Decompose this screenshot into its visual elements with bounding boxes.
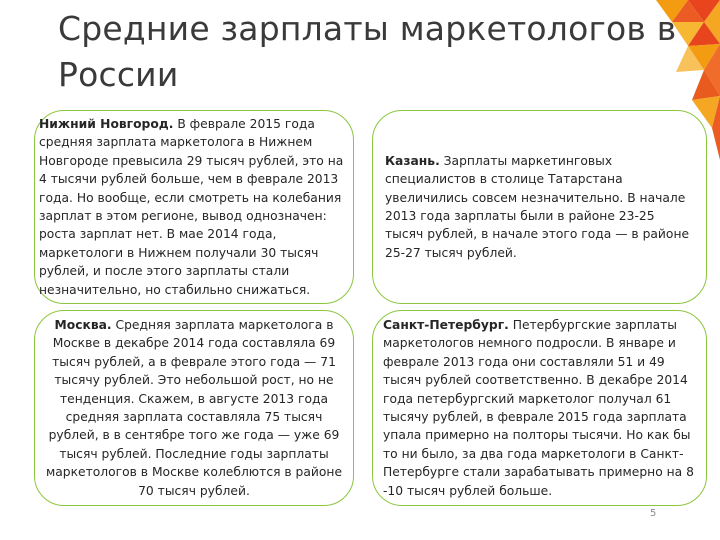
card-body: Петербургские зарплаты маркетологов немного подросли. В январе и феврале 2013 года они составляли 51 и 49 тысяч рублей соответственно. В декабре 2014 года петербургский маркетолог получал 61 тысячу рублей, в феврале 2015 года зарплата упала примерно на полторы тысячи. Но как бы то ни было, за два года маркетологи в Санкт-Петербурге стали зарабатывать примерно на 8 -10 тысяч рублей больше. — [383, 317, 694, 498]
card-body: В феврале 2015 года средняя зарплата маркетолога в Нижнем Новгороде превысила 29 тысяч рублей, это на 4 тысячи рублей больше, чем в феврале 2013 года. Но вообще, если смотреть на колебания зарплат в этом регионе, вывод однозначен: роста зарплат нет. В мае 2014 года, маркетологи в Нижнем получали 30 тысяч рублей, и после этого зарплаты стали незначительно, но стабильно снижаться. — [39, 116, 344, 297]
card-text — [39, 115, 347, 299]
slide-title: Средние зарплаты маркетологов в России — [58, 9, 677, 94]
card-text — [385, 152, 696, 262]
card-text — [43, 316, 345, 500]
card-moscow — [34, 310, 354, 506]
card-city: Казань. — [385, 153, 440, 168]
page-number: 5 — [650, 508, 657, 519]
card-city: Нижний Новгород. — [39, 116, 174, 131]
card-body: Средняя зарплата маркетолога в Москве в декабре 2014 года составляла 69 тысяч рублей, а в феврале этого года — 71 тысячу рублей. Это небольшой рост, но не тенденция. Скажем, в августе 2013 года средняя зарплата составляла 75 тысяч рублей, в в сентябре того же года — уже 69 тысяч рублей. Последние годы зарплаты маркетологов в Москве колеблются в районе 70 тысяч рублей. — [45, 317, 343, 498]
card-city: Москва. — [54, 317, 112, 332]
card-nizhny-novgorod — [34, 110, 354, 304]
card-city: Санкт-Петербург. — [383, 317, 509, 332]
card-text — [383, 316, 698, 500]
card-body: Зарплаты маркетинговых специалистов в столице Татарстана увеличились совсем незначительно. В начале 2013 года зарплаты были в районе 23-25 тысяч рублей, в начале этого года — в районе 25-27 тысяч рублей. — [385, 153, 690, 260]
card-kazan — [372, 110, 707, 304]
card-saint-petersburg — [372, 310, 707, 506]
